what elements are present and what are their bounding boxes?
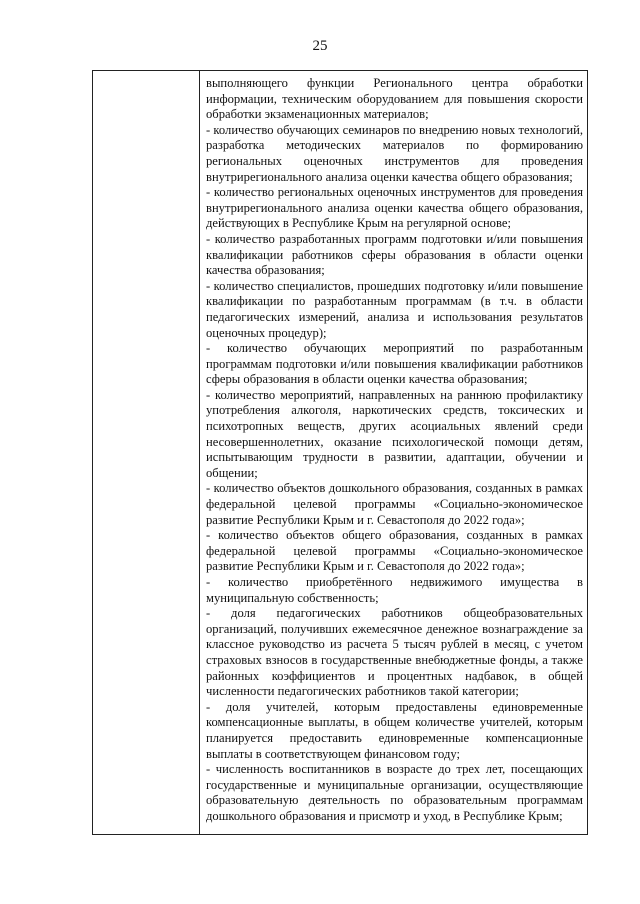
indicator-paragraph: - количество региональных оценочных инструментов для проведения внутрирегионального анализа оценки качества общего образования, действующих в Республике Крым на регулярной основе; xyxy=(206,185,583,231)
indicator-paragraph: выполняющего функции Регионального центра обработки информации, техническим оборудованием для повышения скорости обработки экзаменационных материалов; xyxy=(206,76,583,122)
indicator-paragraph: - доля учителей, которым предоставлены единовременные компенсационные выплаты, в общем количестве учителей, которым планируется предоставить единовременные компенсационные выплаты в соответствующем финансовом году; xyxy=(206,699,583,761)
table-right-column xyxy=(200,71,587,834)
table-left-column xyxy=(93,71,200,834)
document-table xyxy=(92,70,588,835)
page-number: 25 xyxy=(312,38,328,54)
indicator-paragraph: - количество обучающих семинаров по внедрению новых технологий, разработка методических материалов по формированию региональных оценочных инструментов для проведения внутрирегионального анализа оценки качества общего образования; xyxy=(206,122,583,184)
indicator-paragraph: - количество специалистов, прошедших подготовку и/или повышение квалификации по разработанным программам (в т.ч. в области педагогических измерений, анализа и использования результатов оценочных процедур); xyxy=(206,278,583,340)
indicator-paragraph: - доля педагогических работников общеобразовательных организаций, получивших ежемесячное денежное вознаграждение за классное руководство из расчета 5 тысяч рублей в месяц, с учетом страховых взносов в государственные внебюджетные фонды, а также районных коэффициентов и процентных надбавок, в общей численности педагогических работников такой категории; xyxy=(206,606,583,699)
indicator-paragraph: - численность воспитанников в возрасте до трех лет, посещающих государственные и муниципальные организации, осуществляющие образовательную деятельность по образовательным программам дошкольного образования и присмотр и уход, в Республике Крым; xyxy=(206,762,583,823)
indicator-paragraph: - количество обучающих мероприятий по разработанным программам подготовки и/или повышения квалификации работников сферы образования в области оценки качества образования; xyxy=(206,341,583,387)
indicator-paragraph: - количество мероприятий, направленных на раннюю профилактику употребления алкоголя, наркотических средств, токсических и психотропных веществ, других асоциальных явлений среди несовершеннолетних, оказание психологической помощи детям, испытывающим трудности в развитии, адаптации, обучении и общении; xyxy=(206,387,583,480)
indicator-paragraph: - количество разработанных программ подготовки и/или повышения квалификации работников сферы образования в области оценки качества образования; xyxy=(206,231,583,278)
indicator-paragraph: - количество приобретённого недвижимого имущества в муниципальную собственность; xyxy=(206,575,583,605)
indicator-paragraph: - количество объектов дошкольного образования, созданных в рамках федеральной целевой программы «Социально-экономическое развитие Республики Крым и г. Севастополя до 2022 года»; xyxy=(206,481,583,527)
indicator-paragraph: - количество объектов общего образования, созданных в рамках федеральной целевой программы «Социально-экономическое развитие Республики Крым и г. Севастополя до 2022 года»; xyxy=(206,528,583,574)
